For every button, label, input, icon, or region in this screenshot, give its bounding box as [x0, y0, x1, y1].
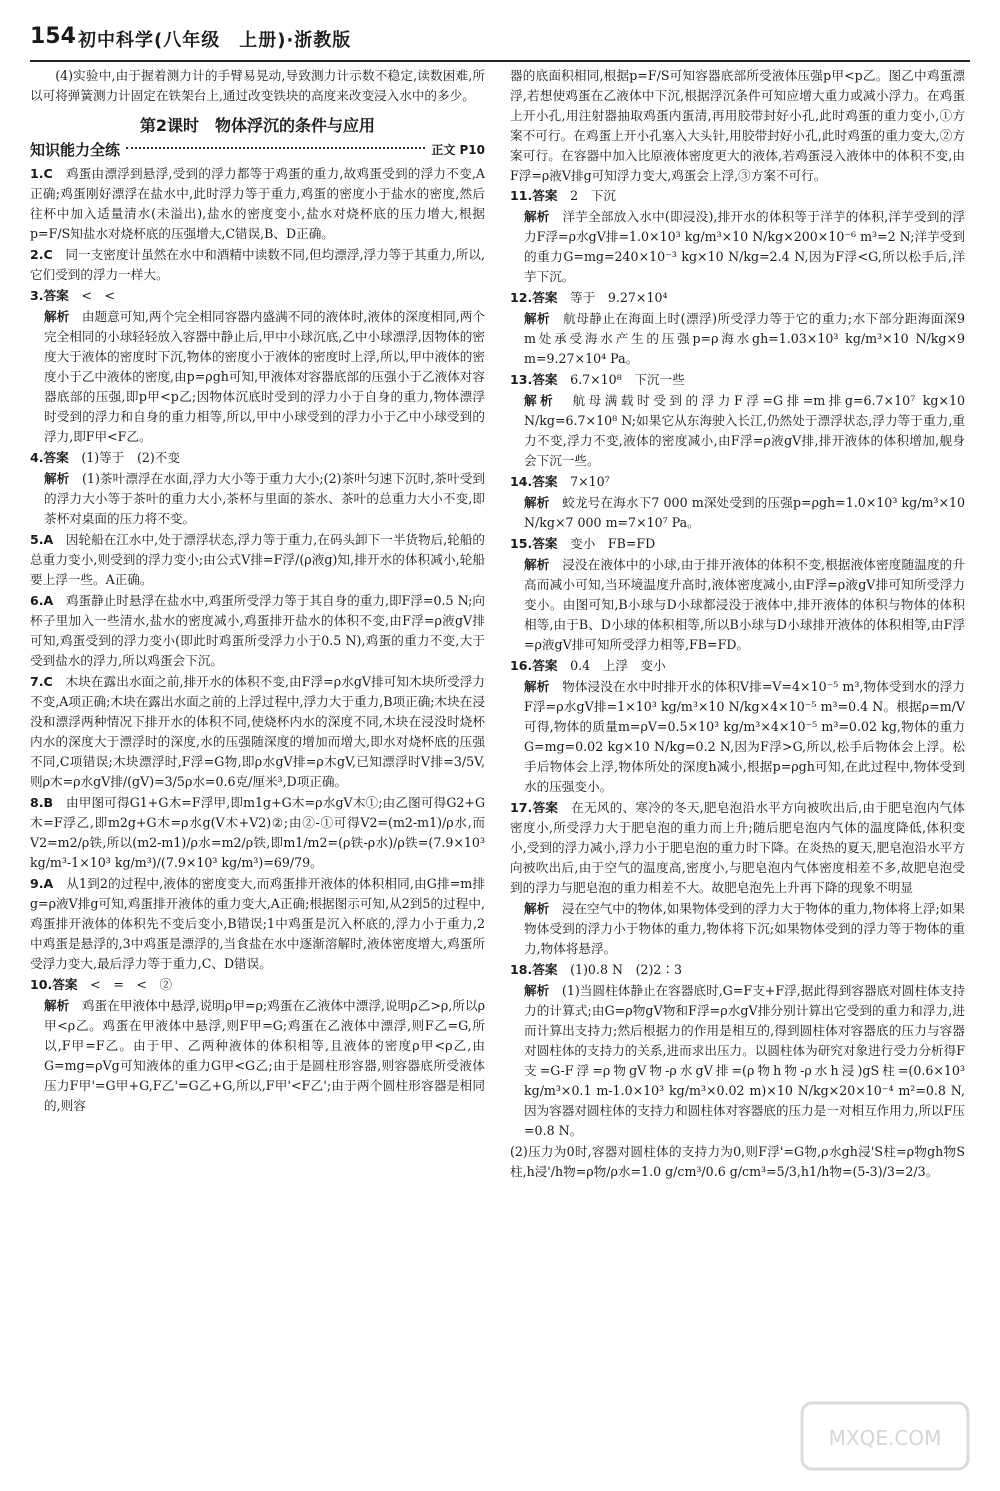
- answer-label: 17.答案: [510, 800, 559, 815]
- answer-label: 13.答案: [510, 372, 558, 387]
- page-number: 154: [30, 24, 76, 49]
- answer-text: 鸡蛋在甲液体中悬浮,说明ρ甲=ρ;鸡蛋在乙液体中漂浮,说明ρ乙>ρ,所以ρ甲<ρ乙。鸡蛋在甲液体中悬浮,则F甲=G;鸡蛋在乙液体中漂浮,则F乙=G,所以,F甲=F乙。由于甲、乙两种液体的体积相等,且液体的密度ρ甲<ρ乙,由G=mg=ρVg可知液体的重力G甲<G乙;由于是圆柱形容器,则容器底所受液体压力F甲'=G甲+G,F乙'=G乙+G,所以,F甲'<F乙';由于两个圆柱形容器是相同的,则容: [44, 998, 485, 1113]
- answer-item: [510, 899, 965, 959]
- answer-label: 6.A: [30, 593, 54, 608]
- answer-text: 7×10⁷: [570, 474, 610, 489]
- intro-paragraph: (4)实验中,由于握着测力计的手臂易晃动,导致测力计示数不稳定,读数困难,所以可将弹簧测力计固定在铁架台上,通过改变铁块的高度来改变浸入水中的多少。: [30, 68, 485, 103]
- answer-item: [510, 656, 965, 676]
- answer-label: 5.A: [30, 532, 54, 547]
- answer-label: 解析: [524, 679, 550, 694]
- answer-label: 解析: [524, 557, 550, 572]
- section-title: 第2课时 物体浮沉的条件与应用: [139, 116, 376, 135]
- answer-text: 由甲图可得G1+G木=F浮甲,即m1g+G木=ρ水gV木①;由乙图可得G2+G木=F浮乙,即m2g+G木=ρ水g(V木+V2)②;由②-①可得V2=(m2-m1)/ρ水,而V2=m2/ρ铁,所以(m2-m1)/ρ水=m2/ρ铁,即m1/m2=(ρ铁-ρ水)/ρ铁=(7.9×10³ kg/m³-1×10³ kg/m³)/(7.9×10³ kg/m³)=69/79。: [30, 795, 485, 870]
- answer-item: [510, 288, 965, 308]
- answer-text: < <: [81, 288, 116, 303]
- answer-item: [30, 975, 485, 995]
- answer-item: [30, 245, 485, 285]
- answer-text: 0.4 上浮 变小: [570, 658, 666, 673]
- answer-label: 8.B: [30, 795, 54, 810]
- answer-text: (1)等于 (2)不变: [81, 450, 180, 465]
- answer-item: [30, 286, 485, 306]
- answer-label: 解析: [524, 901, 550, 916]
- answer-item: [510, 391, 965, 471]
- answer-text: 航母满载时受到的浮力F浮=G排=m排g=6.7×10⁷ kg×10 N/kg=6.7×10⁸ N;如果它从东海驶入长江,仍然处于漂浮状态,浮力等于重力,重力不变,浮力不变,液体的密度减小,由F浮=ρ液gV排,排开液体的体积增加,舰身会下沉一些。: [524, 393, 965, 468]
- answer-label: 2.C: [30, 247, 53, 262]
- answer-item: [30, 591, 485, 671]
- answer-label: 4.答案: [30, 450, 69, 465]
- answer-label: 14.答案: [510, 474, 558, 489]
- answer-item: [510, 186, 965, 206]
- answer-item: [510, 555, 965, 655]
- dotted-leader: [126, 147, 425, 149]
- answer-text: (2)压力为0时,容器对圆柱体的支持力为0,则F浮'=G物,ρ水gh浸'S柱=ρ物gh物S柱,h浸'/h物=ρ物/ρ水=1.0 g/cm³/0.6 g/cm³=5/3,h1/h物=(5-3)/3=2/3。: [510, 1144, 965, 1179]
- answer-text: (1)当圆柱体静止在容器底时,G=F支+F浮,据此得到容器底对圆柱体支持力的计算式;由G=ρ物gV物和F浮=ρ水gV排分别计算出它受到的重力和浮力,进而计算出支持力;然后根据力的作用是相互的,得到圆柱体对容器底的压力与容器对圆柱体的支持力的关系,进而求出压力。以圆柱体为研究对象进行受力分析得F支=G-F浮=ρ物gV物-ρ水gV排=(ρ物h物-ρ水h浸)gS柱=(0.6×10³ kg/m³×0.1 m-1.0×10³ kg/m³×0.02 m)×10 N/kg×20×10⁻⁴ m²=0.8 N,因为容器对圆柱体的支持力和圆柱体对容器底的压力是一对相互作用力,所以F压=0.8 N。: [524, 983, 965, 1138]
- left-column: [30, 66, 485, 1466]
- answer-text: 2 下沉: [570, 188, 616, 203]
- answer-text: 变小 FB=FD: [570, 536, 656, 551]
- answer-item: [510, 798, 965, 898]
- answer-label: 解析: [524, 983, 550, 998]
- answer-text: 因轮船在江水中,处于漂浮状态,浮力等于重力,在码头卸下一半货物后,轮船的总重力变小,则受到的浮力变小;由公式V排=F浮/(ρ液g)知,排开水的体积减小,轮船要上浮一些。A正确。: [30, 532, 485, 587]
- answer-text: 由题意可知,两个完全相同容器内盛满不同的液体时,液体的深度相同,两个完全相同的小球轻轻放入容器中静止后,甲中小球沉底,乙中小球漂浮,因物体的密度大于液体的密度时下沉,物体的密度小于液体的密度时上浮,所以,甲中液体的密度小于乙中液体的密度,由p=ρgh可知,甲液体对容器底部的压强小于乙液体对容器底部的压强,即p甲<p乙;因物体沉底时受到的浮力小于自身的重力,物体漂浮时受到的浮力和自身的重力相等,所以,甲中小球受到的浮力小于乙中小球受到的浮力,即F甲<F乙。: [44, 309, 485, 444]
- answer-label: 解析: [44, 471, 70, 486]
- svg-text:MXQE.COM: MXQE.COM: [828, 1426, 942, 1450]
- answer-text: (1)0.8 N (2)2∶3: [570, 962, 683, 977]
- answer-item: [30, 793, 485, 873]
- answer-label: 18.答案: [510, 962, 558, 977]
- answer-text: 从1到2的过程中,液体的密度变大,而鸡蛋排开液体的体积相同,由G排=m排g=ρ液V排g可知,鸡蛋排开液体的重力变大,A正确;根据图示可知,从2到5的过程中,鸡蛋排开液体的体积先不变后变小,B错误;1中鸡蛋是沉入杯底的,浮力小于重力,2中鸡蛋是悬浮的,3中鸡蛋是漂浮的,当食盐在水中逐渐溶解时,液体密度增大,鸡蛋所受浮力变大,最后浮力等于重力,C、D错误。: [30, 876, 485, 971]
- answer-item: [30, 307, 485, 447]
- watermark-logo: [800, 1401, 970, 1471]
- answer-text: 航母静止在海面上时(漂浮)所受浮力等于它的重力;水下部分距海面深9 m处承受海水产生的压强p=ρ海水gh=1.03×10³ kg/m³×10 N/kg×9 m=9.27×10⁴ Pa。: [524, 311, 965, 366]
- answer-text: 在无风的、寒冷的冬天,肥皂泡沿水平方向被吹出后,由于肥皂泡内气体密度小,所受浮力大于肥皂泡的重力而上升;随后肥皂泡内气体的温度降低,体积变小,受到的浮力减小,浮力小于肥皂泡的重力时下降。在炎热的夏天,肥皂泡沿水平方向被吹出后,由于空气的温度高,密度小,与肥皂泡内气体密度相差不多,故肥皂泡受到的浮力与肥皂泡的重力相差不大。故肥皂泡先上升再下降的现象不明显: [510, 800, 965, 895]
- answer-label: 解析: [524, 209, 550, 224]
- answer-text: 蛟龙号在海水下7 000 m深处受到的压强p=ρgh=1.0×10³ kg/m³×10 N/kg×7 000 m=7×10⁷ Pa。: [524, 495, 965, 530]
- answer-label: 12.答案: [510, 290, 558, 305]
- page-header: [30, 20, 970, 62]
- answer-item: [30, 530, 485, 590]
- answer-label: 3.答案: [30, 288, 69, 303]
- answer-text: < = < ②: [90, 977, 173, 992]
- answer-text: 等于 9.27×10⁴: [570, 290, 668, 305]
- answer-text: 鸡蛋由漂浮到悬浮,受到的浮力都等于鸡蛋的重力,故鸡蛋受到的浮力不变,A正确;鸡蛋刚好漂浮在盐水中,此时浮力等于重力,鸡蛋的密度小于盐水的密度,然后往杯中加入适量清水(未溢出),盐水的密度变小,盐水对烧杯底的压力增大,根据p=F/S知盐水对烧杯底的压强增大,C错误,B、D正确。: [30, 166, 485, 241]
- answer-item: [30, 164, 485, 244]
- right-column: [510, 66, 965, 1466]
- answer-item: [510, 472, 965, 492]
- answer-item: [510, 493, 965, 533]
- answer-item: [510, 309, 965, 369]
- answer-item: [30, 469, 485, 529]
- answer-label: 解析: [524, 311, 551, 326]
- answer-label: 16.答案: [510, 658, 558, 673]
- answer-text: 木块在露出水面之前,排开水的体积不变,由F浮=ρ水gV排可知木块所受浮力不变,A项正确;木块在露出水面之前的上浮过程中,浮力大于重力,B项正确;木块在浸没和漂浮两种情况下排开水的体积不同,使烧杯内水的深度不同,木块在浸没时烧杯内水的深度大于漂浮时的深度,水的压强随深度的增加而增大,即水对烧杯底的压强不同,C项错误;木块漂浮时,F浮=G物,即ρ水gV排=ρ木gV,已知漂浮时V排=3/5V,则ρ木=ρ水gV排/(gV)=3/5ρ水=0.6克/厘米³,D项正确。: [30, 674, 485, 789]
- knowledge-bar: [30, 140, 485, 160]
- answer-label: 解析: [524, 393, 557, 408]
- answer-item: [30, 448, 485, 468]
- answer-label: 解析: [44, 998, 70, 1013]
- answer-item: [30, 874, 485, 974]
- answer-item: [510, 981, 965, 1141]
- continuation-paragraph: 器的底面积相同,根据p=F/S可知容器底部所受液体压强p甲<p乙。图乙中鸡蛋漂浮,若想使鸡蛋在乙液体中下沉,根据浮沉条件可知应增大重力或减小浮力。在鸡蛋上开小孔,用注射器抽取鸡蛋内蛋清,再用胶带封好小孔,此时鸡蛋的重力变小,①方案不可行。在鸡蛋上开小孔塞入大头针,用胶带封好小孔,此时鸡蛋的重力变大,②方案可行。在容器中加入比原液体密度更大的液体,若鸡蛋浸入液体中的体积不变,由F浮=ρ液V排g可知浮力变大,鸡蛋会上浮,③方案不可行。: [510, 68, 965, 183]
- answer-item: [510, 370, 965, 390]
- answer-label: 15.答案: [510, 536, 558, 551]
- left-answer-list: [30, 164, 485, 1116]
- answer-text: 同一支密度计虽然在水中和酒精中读数不同,但均漂浮,浮力等于其重力,所以,它们受到的浮力一样大。: [30, 247, 485, 282]
- right-answer-list: [510, 186, 965, 1182]
- answer-text: 洋芋全部放入水中(即浸没),排开水的体积等于洋芋的体积,洋芋受到的浮力F浮=ρ水gV排=1.0×10³ kg/m³×10 N/kg×200×10⁻⁶ m³=2 N;洋芋受到的重力G=mg=240×10⁻³ kg×10 N/kg=2.4 N,因为F浮<G,所以松手后,洋芋下沉。: [524, 209, 965, 284]
- knowledge-title: 知识能力全练: [30, 141, 121, 159]
- answer-text: 物体浸没在水中时排开水的体积V排=V=4×10⁻⁵ m³,物体受到水的浮力F浮=ρ水gV排=1×10³ kg/m³×10 N/kg×4×10⁻⁵ m³=0.4 N。根据ρ=m/V可得,物体的质量m=ρV=0.5×10³ kg/m³×4×10⁻⁵ m³=0.02 kg,物体的重力G=mg=0.02 kg×10 N/kg=0.2 N,因为F浮>G,所以,松手后物体会上浮。松手后物体会上浮,物体所处的深度h减小,根据p=ρgh可知,在此过程中,物体受到水的压强变小。: [524, 679, 965, 794]
- answer-label: 解析: [524, 495, 550, 510]
- answer-label: 11.答案: [510, 188, 558, 203]
- knowledge-ref: 正文 P10: [431, 143, 485, 157]
- answer-label: 9.A: [30, 876, 54, 891]
- answer-text: 浸在空气中的物体,如果物体受到的浮力大于物体的重力,物体将上浮;如果物体受到的浮力小于物体的重力,物体将下沉;如果物体受到的浮力等于物体的重力,物体将悬浮。: [524, 901, 965, 956]
- answer-label: 7.C: [30, 674, 53, 689]
- answer-text: 鸡蛋静止时悬浮在盐水中,鸡蛋所受浮力等于其自身的重力,即F浮=0.5 N;向杯子里加入一些清水,盐水的密度减小,鸡蛋排开盐水的体积不变,由F浮=ρ液gV排可知,鸡蛋受到的浮力变小(即此时鸡蛋所受浮力小于0.5 N),鸡蛋的重力不变,大于受到盐水的浮力,所以鸡蛋会下沉。: [30, 593, 485, 668]
- answer-label: 10.答案: [30, 977, 78, 992]
- answer-text: 浸没在液体中的小球,由于排开液体的体积不变,根据液体密度随温度的升高而减小可知,当环境温度升高时,液体密度减小,由F浮=ρ液gV排可知所受浮力变小。由图可知,B小球与D小球都浸没于液体中,排开液体的体积与物体的体积相等,由于B、D小球的体积相等,所以B小球与D小球排开液体的体积相等,由F浮=ρ液gV排可知所受浮力相等,FB=FD。: [524, 557, 965, 652]
- answer-label: 1.C: [30, 166, 53, 181]
- answer-item: [510, 960, 965, 980]
- answer-item: [510, 534, 965, 554]
- answer-label: 解析: [44, 309, 70, 324]
- answer-item: [510, 1142, 965, 1182]
- answer-item: [30, 996, 485, 1116]
- book-title: 初中科学(八年级 上册)·浙教版: [78, 30, 352, 51]
- answer-text: (1)茶叶漂浮在水面,浮力大小等于重力大小;(2)茶叶匀速下沉时,茶叶受到的浮力大小等于茶叶的重力大小,茶杯与里面的茶水、茶叶的总重力大小不变,即茶杯对桌面的压力将不变。: [44, 471, 485, 526]
- answer-item: [510, 677, 965, 797]
- answer-text: 6.7×10⁸ 下沉一些: [570, 372, 685, 387]
- answer-item: [510, 207, 965, 287]
- answer-item: [30, 672, 485, 792]
